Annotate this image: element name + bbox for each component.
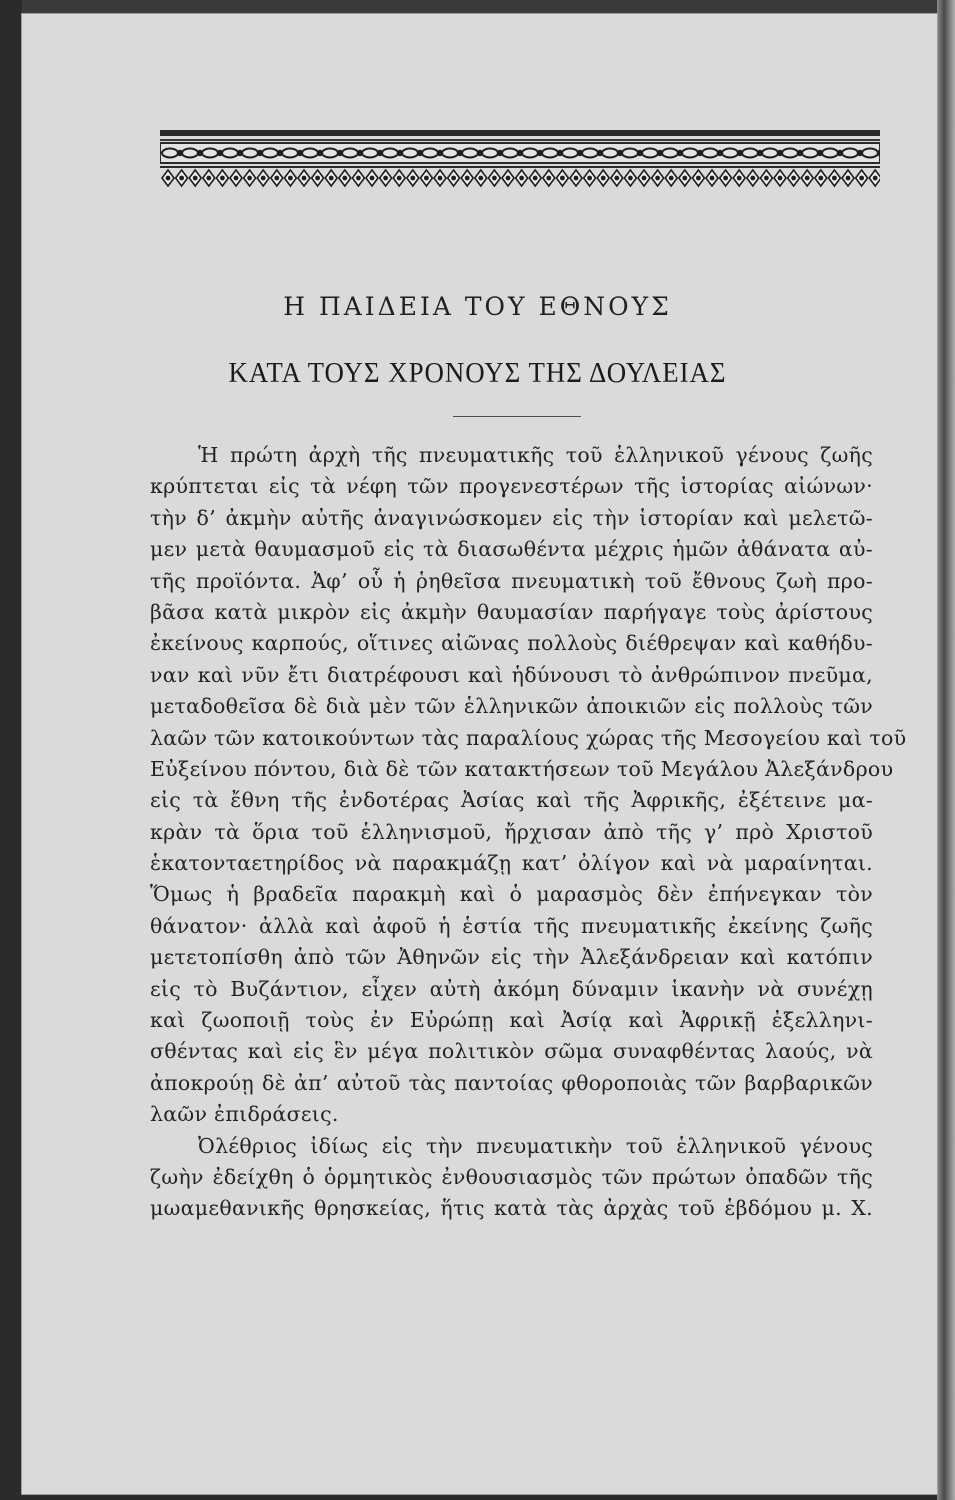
page-title-line-2: ΚΑΤΑ ΤΟΥΣ ΧΡΟΝΟΥΣ ΤΗΣ ΔΟΥΛΕΙΑΣ bbox=[228, 358, 727, 389]
text-line: μωαμεθανικῆς θρησκείας, ἥτις κατὰ τὰς ἀρχὰς τοῦ ἑβδόμου μ. Χ. bbox=[150, 1196, 873, 1221]
text-line: σθέντας καὶ εἰς ἓν μέγα πολιτικὸν σῶμα συναφθέντας λαούς, νὰ bbox=[150, 1039, 873, 1064]
title-divider bbox=[453, 416, 581, 417]
body-text bbox=[150, 440, 907, 1225]
text-line: ζωὴν ἐδείχθη ὁ ὁρμητικὸς ἐνθουσιασμὸς τῶν πρώτων ὀπαδῶν τῆς bbox=[150, 1164, 873, 1189]
text-line: κρύπτεται εἰς τὰ νέφη τῶν προγενεστέρων τῆς ἱστορίας αἰώνων· bbox=[150, 474, 873, 499]
page-title-line-1: Η ΠΑΙΔΕΙΑ ΤΟΥ ΕΘΝΟΥΣ bbox=[283, 292, 672, 321]
scan-top-edge bbox=[22, 0, 955, 14]
text-line: βᾶσα κατὰ μικρὸν εἰς ἀκμὴν θαυμασίαν παρήγαγε τοὺς ἀρίστους bbox=[150, 599, 873, 624]
text-line: λαῶν ἐπιδράσεις. bbox=[150, 1102, 339, 1127]
text-line: ἐκείνους καρπούς, οἵτινες αἰῶνας πολλοὺς διέθρεψαν καὶ καθήδυ- bbox=[150, 631, 873, 656]
text-line: Εὐξείνου πόντου, διὰ δὲ τῶν κατακτήσεων τοῦ Μεγάλου Ἀλεξάνδρου bbox=[150, 756, 894, 781]
text-line: Ὅμως ἡ βραδεῖα παρακμὴ καὶ ὁ μαρασμὸς δὲν ἐπήνεγκαν τὸν bbox=[150, 882, 873, 907]
text-line: μετετοπίσθη ἀπὸ τῶν Ἀθηνῶν εἰς τὴν Ἀλεξάνδρειαν καὶ κατόπιν bbox=[150, 945, 873, 970]
text-line: κρὰν τὰ ὅρια τοῦ ἑλληνισμοῦ, ἤρχισαν ἀπὸ τῆς γ’ πρὸ Χριστοῦ bbox=[150, 819, 873, 844]
text-line: λαῶν τῶν κατοικούντων τὰς παραλίους χώρας τῆς Μεσογείου καὶ τοῦ bbox=[150, 725, 907, 750]
text-line: Ὀλέθριος ἰδίως εἰς τὴν πνευματικὴν τοῦ ἑλληνικοῦ γένους bbox=[198, 1133, 873, 1158]
text-line: εἰς τὰ ἔθνη τῆς ἐνδοτέρας Ἀσίας καὶ τῆς Ἀφρικῆς, ἐξέτεινε μα- bbox=[150, 788, 873, 813]
text-line: ἀποκρούῃ δὲ ἀπ’ αὐτοῦ τὰς παντοίας φθοροποιὰς τῶν βαρβαρικῶν bbox=[150, 1070, 873, 1095]
text-line: τῆς προϊόντα. Ἀφ’ οὗ ἡ ῥηθεῖσα πνευματικὴ τοῦ ἔθνους ζωὴ προ- bbox=[150, 568, 873, 593]
text-line: μεταδοθεῖσα δὲ διὰ μὲν τῶν ἑλληνικῶν ἀποικιῶν εἰς πολλοὺς τῶν bbox=[150, 694, 873, 719]
text-line: μεν μετὰ θαυμασμοῦ εἰς τὰ διασωθέντα μέχρις ἡμῶν ἀθάνατα αὐ- bbox=[150, 537, 873, 562]
text-line: θάνατον· ἀλλὰ καὶ ἀφοῦ ἡ ἑστία τῆς πνευματικῆς ἐκείνης ζωῆς bbox=[150, 913, 873, 938]
text-line: τὴν δ’ ἀκμὴν αὐτῆς ἀναγινώσκομεν εἰς τὴν ἱστορίαν καὶ μελετῶ- bbox=[150, 505, 873, 530]
text-line: ἑκατονταετηρίδος νὰ παρακμάζῃ κατ’ ὀλίγον καὶ νὰ μαραίνηται. bbox=[150, 851, 873, 876]
text-line: εἰς τὸ Βυζάντιον, εἶχεν αὐτὴ ἀκόμη δύναμιν ἱκανὴν νὰ συνέχῃ bbox=[150, 976, 873, 1001]
text-line: Ἡ πρώτη ἀρχὴ τῆς πνευματικῆς τοῦ ἑλληνικοῦ γένους ζωῆς bbox=[198, 443, 873, 467]
text-line: ναν καὶ νῦν ἔτι διατρέφουσι καὶ ἡδύνουσι τὸ ἀνθρώπινον πνεῦμα, bbox=[150, 662, 873, 687]
scan-right-edge bbox=[937, 0, 955, 1500]
text-line: καὶ ζωοποιῇ τοὺς ἐν Εὐρώπῃ καὶ Ἀσίᾳ καὶ Ἀφρικῇ ἐξελληνι- bbox=[150, 1008, 873, 1033]
decorative-header-ornament-icon bbox=[160, 128, 880, 194]
